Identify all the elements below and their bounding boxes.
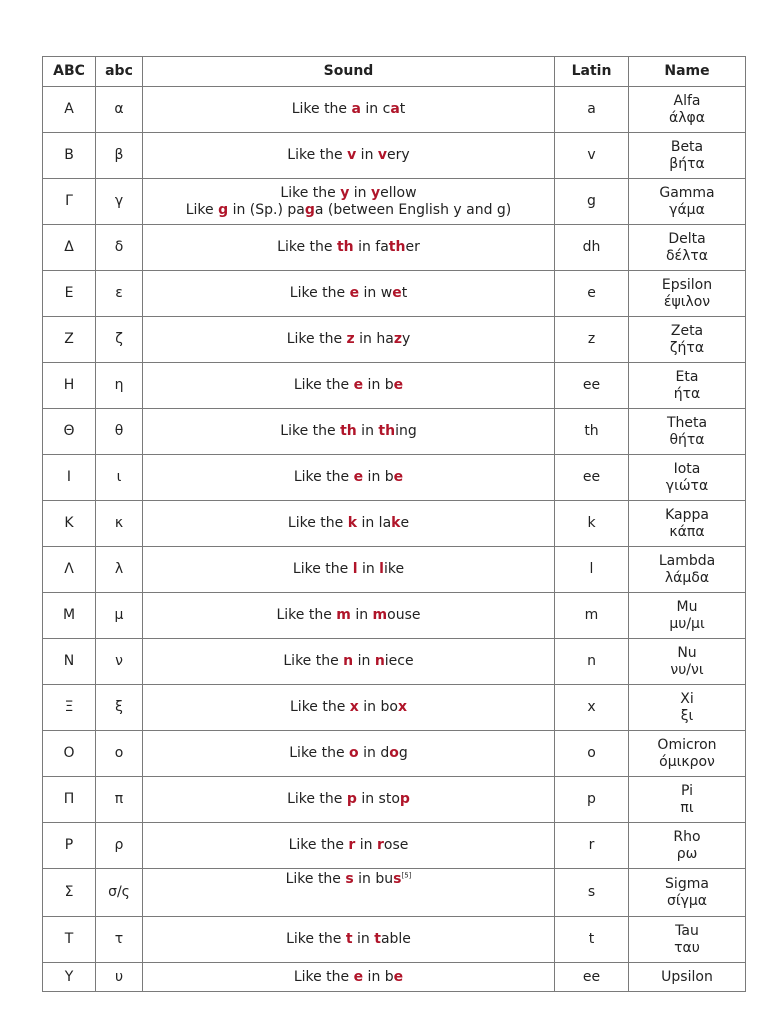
sound-text: in bu [353, 871, 394, 887]
sound-description [143, 133, 555, 179]
sound-text: ery [387, 147, 410, 163]
sound-text: t [401, 285, 408, 301]
highlighted-letters: e [353, 377, 364, 393]
letter-name [629, 685, 746, 731]
lowercase-letter: μ [96, 593, 143, 639]
letter-name-greek: ρω [676, 845, 698, 862]
table-row [43, 917, 746, 963]
sound-text: in [349, 184, 372, 201]
letter-name [629, 133, 746, 179]
letter-name-english: Gamma [659, 184, 715, 201]
lowercase-letter: τ [96, 917, 143, 963]
uppercase-letter: Π [43, 777, 96, 823]
table-row [43, 409, 746, 455]
sound-line [143, 101, 554, 118]
sound-description [143, 593, 555, 639]
lowercase-letter: σ/ς [96, 869, 143, 917]
table-row [43, 547, 746, 593]
sound-line [143, 469, 554, 486]
sound-description [143, 409, 555, 455]
uppercase-letter: Ν [43, 639, 96, 685]
header-row [43, 57, 746, 87]
table-row [43, 501, 746, 547]
uppercase-letter: Ζ [43, 317, 96, 363]
letter-name [629, 409, 746, 455]
sound-line [143, 699, 554, 716]
lowercase-letter: ξ [96, 685, 143, 731]
sound-text: Like the [288, 837, 349, 853]
sound-text: ing [395, 423, 417, 439]
latin-transliteration: o [555, 731, 629, 777]
sound-text: in [357, 561, 380, 577]
highlighted-letters: a [390, 101, 400, 117]
sound-description [143, 547, 555, 593]
footnote-reference[interactable]: [5] [401, 871, 412, 880]
highlighted-letters: o [389, 745, 399, 761]
sound-text: Like the [292, 561, 353, 577]
letter-name-english: Rho [673, 828, 701, 845]
letter-name [629, 363, 746, 409]
highlighted-letters: l [379, 561, 384, 577]
sound-description [143, 271, 555, 317]
sound-text: iece [384, 653, 414, 669]
highlighted-letters: o [349, 745, 359, 761]
highlighted-letters: m [372, 607, 388, 623]
uppercase-letter: Μ [43, 593, 96, 639]
lowercase-letter: π [96, 777, 143, 823]
uppercase-letter: Β [43, 133, 96, 179]
sound-text: Like the [280, 184, 341, 201]
greek-alphabet-table [42, 56, 746, 992]
latin-transliteration: k [555, 501, 629, 547]
letter-name-greek: κάπα [669, 523, 705, 540]
lowercase-letter: γ [96, 179, 143, 225]
table-row [43, 271, 746, 317]
latin-transliteration: t [555, 917, 629, 963]
letter-name-english: Iota [673, 460, 701, 477]
latin-transliteration: v [555, 133, 629, 179]
letter-name-greek: λάμδα [664, 569, 710, 586]
letter-name-greek: άλφα [669, 109, 705, 126]
sound-line [143, 202, 554, 219]
highlighted-letters: p [346, 791, 357, 807]
sound-text: Like [185, 201, 219, 218]
sound-text: Like the [285, 871, 346, 887]
sound-description [143, 639, 555, 685]
lowercase-letter: α [96, 87, 143, 133]
lowercase-letter: ο [96, 731, 143, 777]
sound-text: ose [383, 837, 409, 853]
letter-name-english: Eta [675, 368, 699, 385]
latin-transliteration: z [555, 317, 629, 363]
letter-name-greek: νυ/νι [670, 661, 704, 678]
sound-text: in [356, 147, 378, 163]
letter-name [629, 869, 746, 917]
lowercase-letter: ζ [96, 317, 143, 363]
sound-text: ouse [387, 607, 421, 623]
sound-text: in fa [353, 239, 389, 255]
letter-name [629, 777, 746, 823]
highlighted-letters: p [399, 791, 410, 807]
sound-text: Like the [289, 745, 350, 761]
sound-description [143, 823, 555, 869]
highlighted-letters: e [393, 377, 404, 393]
letter-name [629, 963, 746, 992]
lowercase-letter: κ [96, 501, 143, 547]
letter-name-greek: σίγμα [666, 892, 708, 909]
highlighted-letters: m [336, 607, 351, 623]
table-row [43, 455, 746, 501]
table-row [43, 87, 746, 133]
letter-name [629, 823, 746, 869]
sound-line [143, 331, 554, 348]
sound-text: in [350, 607, 373, 623]
sound-text: e [400, 515, 410, 531]
letter-name-greek: ξι [680, 707, 694, 724]
sound-description [143, 731, 555, 777]
highlighted-letters: e [393, 968, 404, 985]
letter-name [629, 87, 746, 133]
sound-line [143, 607, 554, 624]
highlighted-letters: e [349, 285, 360, 301]
letter-name-greek: θήτα [669, 431, 705, 448]
letter-name [629, 225, 746, 271]
letter-name [629, 917, 746, 963]
highlighted-letters: k [347, 515, 358, 531]
sound-text: in (Sp.) pa [228, 201, 305, 218]
letter-name-greek: ζήτα [669, 339, 705, 356]
letter-name-english: Epsilon [661, 276, 713, 293]
uppercase-letter: Α [43, 87, 96, 133]
sound-text: in c [360, 101, 391, 117]
sound-text: g [398, 745, 408, 761]
letter-name-english: Upsilon [661, 968, 713, 985]
uppercase-letter: Υ [43, 963, 96, 992]
sound-text: Like the [293, 469, 354, 485]
sound-text: a (between English y and g) [314, 201, 512, 218]
letter-name-english: Zeta [670, 322, 704, 339]
highlighted-letters: v [347, 147, 357, 163]
table-row [43, 869, 746, 917]
letter-name [629, 547, 746, 593]
latin-transliteration: l [555, 547, 629, 593]
highlighted-letters: s [393, 871, 402, 887]
sound-text: Like the [287, 515, 348, 531]
highlighted-letters: t [374, 931, 381, 947]
sound-line [143, 931, 554, 948]
sound-text: in b [363, 469, 394, 485]
latin-transliteration: th [555, 409, 629, 455]
latin-transliteration: r [555, 823, 629, 869]
sound-line [143, 147, 554, 164]
highlighted-letters: z [393, 331, 402, 347]
highlighted-letters: a [351, 101, 361, 117]
uppercase-letter: Ξ [43, 685, 96, 731]
uppercase-letter: Ι [43, 455, 96, 501]
sound-text: in b [363, 377, 394, 393]
sound-text: in bo [358, 699, 398, 715]
highlighted-letters: s [345, 871, 354, 887]
lowercase-letter: ν [96, 639, 143, 685]
table-row [43, 363, 746, 409]
letter-name-english: Pi [680, 782, 694, 799]
sound-text: in sto [356, 791, 400, 807]
highlighted-letters: y [371, 184, 381, 201]
table-row [43, 731, 746, 777]
table-row [43, 639, 746, 685]
highlighted-letters: v [377, 147, 388, 163]
table-row [43, 317, 746, 363]
sound-text: in [355, 837, 377, 853]
sound-text: Like the [276, 607, 337, 623]
header-name: Name [629, 57, 746, 87]
highlighted-letters: e [353, 469, 364, 485]
letter-name-english: Omicron [657, 736, 717, 753]
letter-name [629, 501, 746, 547]
sound-line [143, 791, 554, 808]
latin-transliteration: s [555, 869, 629, 917]
latin-transliteration: ee [555, 455, 629, 501]
sound-line [143, 285, 554, 302]
highlighted-letters: z [346, 331, 355, 347]
highlighted-letters: e [393, 469, 404, 485]
header-uppercase: ABC [43, 57, 96, 87]
sound-text: Like the [287, 147, 348, 163]
sound-text: er [405, 239, 420, 255]
header-lowercase: abc [96, 57, 143, 87]
lowercase-letter: ε [96, 271, 143, 317]
sound-text: in la [357, 515, 392, 531]
highlighted-letters: th [340, 423, 357, 439]
latin-transliteration: m [555, 593, 629, 639]
letter-name-english: Beta [670, 138, 704, 155]
letter-name-greek: πι [680, 799, 694, 816]
latin-transliteration: dh [555, 225, 629, 271]
sound-text: t [399, 101, 406, 117]
letter-name-english: Delta [668, 230, 706, 247]
lowercase-letter: θ [96, 409, 143, 455]
highlighted-letters: r [376, 837, 384, 853]
sound-text: Like the [290, 699, 350, 715]
sound-description [143, 777, 555, 823]
sound-line [143, 185, 554, 202]
letter-name-english: Alfa [673, 92, 701, 109]
uppercase-letter: Ρ [43, 823, 96, 869]
sound-line [143, 377, 554, 394]
sound-text: in [352, 931, 375, 947]
uppercase-letter: Ε [43, 271, 96, 317]
highlighted-letters: n [374, 653, 385, 669]
sound-text: in ha [354, 331, 394, 347]
letter-name-greek: γάμα [669, 201, 705, 218]
sound-text: Like the [293, 377, 354, 393]
sound-text: in [353, 653, 375, 669]
highlighted-letters: th [378, 423, 396, 439]
lowercase-letter: ρ [96, 823, 143, 869]
sound-description [143, 225, 555, 271]
letter-name-greek: ήτα [673, 385, 701, 402]
letter-name-greek: βήτα [669, 155, 705, 172]
sound-text: Like the [291, 101, 352, 117]
sound-line [143, 837, 554, 854]
table-row [43, 777, 746, 823]
latin-transliteration: ee [555, 963, 629, 992]
highlighted-letters: x [349, 699, 359, 715]
sound-text: Like the [287, 791, 347, 807]
letter-name-greek: έψιλον [663, 293, 711, 310]
letter-name-english: Tau [675, 922, 699, 939]
letter-name [629, 593, 746, 639]
uppercase-letter: Η [43, 363, 96, 409]
highlighted-letters: y [340, 184, 350, 201]
sound-text: Like the [289, 285, 350, 301]
highlighted-letters: th [336, 239, 354, 255]
table-row [43, 963, 746, 992]
sound-description [143, 685, 555, 731]
sound-description [143, 917, 555, 963]
sound-description [143, 501, 555, 547]
letter-name-greek: δέλτα [665, 247, 709, 264]
letter-name-english: Sigma [665, 875, 709, 892]
letter-name [629, 179, 746, 225]
table-row [43, 593, 746, 639]
letter-name-english: Xi [680, 690, 694, 707]
sound-text: Like the [293, 968, 354, 985]
table-body [43, 87, 746, 992]
sound-description [143, 963, 555, 992]
letter-name-greek: γιώτα [665, 477, 709, 494]
sound-text: Like the [286, 331, 347, 347]
letter-name-english: Lambda [658, 552, 716, 569]
sound-text: in b [363, 968, 394, 985]
letter-name [629, 731, 746, 777]
uppercase-letter: Τ [43, 917, 96, 963]
uppercase-letter: Γ [43, 179, 96, 225]
uppercase-letter: Θ [43, 409, 96, 455]
highlighted-letters: n [343, 653, 354, 669]
sound-description [143, 87, 555, 133]
uppercase-letter: Κ [43, 501, 96, 547]
lowercase-letter: β [96, 133, 143, 179]
latin-transliteration: a [555, 87, 629, 133]
highlighted-letters: x [397, 699, 407, 715]
sound-text: Like the [283, 653, 344, 669]
sound-text: Like the [277, 239, 337, 255]
highlighted-letters: l [352, 561, 358, 577]
table-row [43, 823, 746, 869]
table-row [43, 685, 746, 731]
sound-text: y [401, 331, 411, 347]
sound-line [143, 969, 554, 986]
letter-name-greek: ταυ [674, 939, 700, 956]
sound-description [143, 455, 555, 501]
letter-name-greek: μυ/μι [669, 615, 705, 632]
letter-name [629, 317, 746, 363]
sound-line [143, 515, 554, 532]
highlighted-letters: e [392, 285, 402, 301]
sound-line [143, 239, 554, 256]
letter-name [629, 271, 746, 317]
letter-name-english: Kappa [665, 506, 709, 523]
letter-name-english: Theta [666, 414, 708, 431]
letter-name [629, 639, 746, 685]
letter-name-greek: όμικρον [659, 753, 715, 770]
header-sound: Sound [143, 57, 555, 87]
latin-transliteration: g [555, 179, 629, 225]
highlighted-letters: t [345, 931, 353, 947]
lowercase-letter: δ [96, 225, 143, 271]
lowercase-letter: λ [96, 547, 143, 593]
header-latin: Latin [555, 57, 629, 87]
lowercase-letter: η [96, 363, 143, 409]
table-row [43, 225, 746, 271]
highlighted-letters: k [391, 515, 401, 531]
highlighted-letters: e [353, 968, 364, 985]
latin-transliteration: e [555, 271, 629, 317]
uppercase-letter: Ο [43, 731, 96, 777]
lowercase-letter: υ [96, 963, 143, 992]
sound-line [143, 745, 554, 762]
sound-text: ike [383, 561, 405, 577]
latin-transliteration: ee [555, 363, 629, 409]
highlighted-letters: g [218, 201, 229, 218]
highlighted-letters: g [304, 201, 315, 218]
sound-line [143, 871, 554, 888]
sound-text: able [380, 931, 411, 947]
latin-transliteration: x [555, 685, 629, 731]
sound-text: ellow [380, 184, 417, 201]
letter-name [629, 455, 746, 501]
sound-description [143, 363, 555, 409]
sound-line [143, 653, 554, 670]
highlighted-letters: th [388, 239, 406, 255]
latin-transliteration: p [555, 777, 629, 823]
letter-name-english: Mu [676, 598, 698, 615]
sound-description [143, 869, 555, 917]
sound-text: in [356, 423, 379, 439]
letter-name-english: Nu [677, 644, 697, 661]
table-row [43, 179, 746, 225]
sound-description [143, 317, 555, 363]
sound-text: in w [359, 285, 393, 301]
sound-text: Like the [280, 423, 341, 439]
table-row [43, 133, 746, 179]
sound-line [143, 561, 554, 578]
sound-text: Like the [286, 931, 346, 947]
uppercase-letter: Λ [43, 547, 96, 593]
sound-line [143, 423, 554, 440]
lowercase-letter: ι [96, 455, 143, 501]
uppercase-letter: Σ [43, 869, 96, 917]
uppercase-letter: Δ [43, 225, 96, 271]
sound-text: in d [358, 745, 390, 761]
highlighted-letters: r [348, 837, 356, 853]
sound-description [143, 179, 555, 225]
latin-transliteration: n [555, 639, 629, 685]
